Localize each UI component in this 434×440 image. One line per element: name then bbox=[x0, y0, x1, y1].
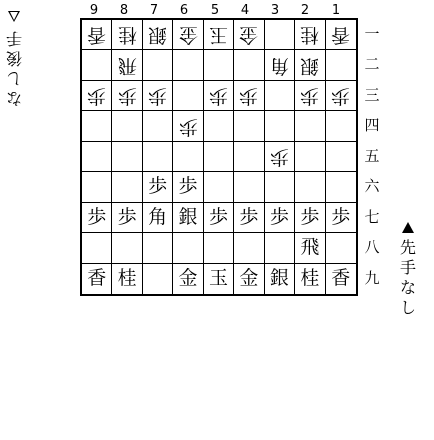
board-square[interactable] bbox=[143, 264, 173, 294]
board-square[interactable] bbox=[173, 142, 203, 172]
board-square[interactable] bbox=[295, 50, 325, 80]
file-label: 8 bbox=[119, 3, 129, 18]
board-square[interactable] bbox=[143, 20, 173, 50]
board-square[interactable] bbox=[326, 264, 356, 294]
sente-hand bbox=[398, 218, 418, 318]
board-square[interactable] bbox=[295, 172, 325, 202]
gote-piece[interactable]: 歩 bbox=[178, 115, 198, 138]
gote-hand bbox=[4, 8, 24, 108]
board-square[interactable] bbox=[265, 233, 295, 263]
file-label: 9 bbox=[89, 3, 99, 18]
board-square[interactable] bbox=[112, 233, 142, 263]
gote-piece[interactable]: 歩 bbox=[269, 145, 289, 168]
board-square[interactable] bbox=[326, 50, 356, 80]
board-square[interactable] bbox=[234, 81, 264, 111]
board-square[interactable] bbox=[143, 50, 173, 80]
rank-label: 三 bbox=[364, 86, 380, 104]
board-square[interactable] bbox=[82, 203, 112, 233]
file-label: 4 bbox=[240, 3, 250, 18]
sente-piece[interactable]: 玉 bbox=[208, 267, 228, 290]
rank-label: 九 bbox=[364, 269, 380, 287]
sente-piece[interactable]: 角 bbox=[148, 205, 168, 228]
sente-piece[interactable]: 歩 bbox=[269, 205, 289, 228]
gote-piece[interactable]: 桂 bbox=[300, 24, 320, 47]
board-square[interactable] bbox=[82, 111, 112, 141]
board-square[interactable] bbox=[143, 81, 173, 111]
sente-piece[interactable]: 歩 bbox=[87, 205, 107, 228]
board-square[interactable] bbox=[265, 20, 295, 50]
board-square[interactable] bbox=[173, 233, 203, 263]
sente-hand-pieces: なし bbox=[399, 278, 416, 317]
board-square[interactable] bbox=[204, 20, 234, 50]
board-square[interactable] bbox=[234, 233, 264, 263]
board-square[interactable] bbox=[173, 20, 203, 50]
board-square[interactable] bbox=[234, 264, 264, 294]
gote-mark-icon bbox=[8, 11, 20, 23]
board-square[interactable] bbox=[326, 172, 356, 202]
board-square[interactable] bbox=[204, 172, 234, 202]
rank-label: 六 bbox=[364, 177, 380, 195]
board-square[interactable] bbox=[204, 81, 234, 111]
board-square[interactable] bbox=[173, 81, 203, 111]
rank-label: 七 bbox=[364, 208, 380, 226]
gote-hand-pieces: なし bbox=[6, 69, 23, 108]
sente-piece[interactable]: 金 bbox=[239, 267, 259, 290]
sente-piece[interactable]: 金 bbox=[178, 267, 198, 290]
gote-piece[interactable]: 金 bbox=[239, 24, 259, 47]
gote-piece[interactable]: 飛 bbox=[117, 54, 137, 77]
sente-piece[interactable]: 歩 bbox=[178, 175, 198, 198]
board-square[interactable] bbox=[204, 233, 234, 263]
board-square[interactable] bbox=[112, 111, 142, 141]
gote-piece[interactable]: 歩 bbox=[87, 85, 107, 108]
board-square[interactable] bbox=[173, 203, 203, 233]
sente-piece[interactable]: 銀 bbox=[269, 267, 289, 290]
board-square[interactable] bbox=[234, 142, 264, 172]
sente-piece[interactable]: 飛 bbox=[300, 236, 320, 259]
board-square[interactable] bbox=[265, 111, 295, 141]
board-square[interactable] bbox=[265, 203, 295, 233]
rank-label: 五 bbox=[364, 147, 380, 165]
sente-piece[interactable]: 歩 bbox=[300, 205, 320, 228]
sente-piece[interactable]: 歩 bbox=[331, 205, 351, 228]
board-square[interactable] bbox=[326, 203, 356, 233]
sente-piece[interactable]: 香 bbox=[87, 267, 107, 290]
rank-label: 一 bbox=[364, 25, 380, 43]
board-square[interactable] bbox=[326, 233, 356, 263]
sente-mark-icon bbox=[402, 222, 414, 233]
sente-piece[interactable]: 歩 bbox=[117, 205, 137, 228]
board-square[interactable] bbox=[295, 111, 325, 141]
board-square[interactable] bbox=[204, 203, 234, 233]
board-square[interactable] bbox=[295, 264, 325, 294]
board-square[interactable] bbox=[82, 81, 112, 111]
board-square[interactable] bbox=[204, 50, 234, 80]
board-square[interactable] bbox=[295, 142, 325, 172]
file-label: 5 bbox=[210, 3, 220, 18]
board-square[interactable] bbox=[112, 142, 142, 172]
file-label: 3 bbox=[270, 3, 280, 18]
gote-label: 後手 bbox=[6, 29, 23, 68]
gote-piece[interactable]: 桂 bbox=[117, 24, 137, 47]
gote-piece[interactable]: 金 bbox=[178, 24, 198, 47]
rank-label: 四 bbox=[364, 116, 380, 134]
gote-piece[interactable]: 角 bbox=[269, 54, 289, 77]
rank-label: 八 bbox=[364, 238, 380, 256]
gote-piece[interactable]: 歩 bbox=[331, 85, 351, 108]
gote-piece[interactable]: 香 bbox=[87, 24, 107, 47]
file-label: 7 bbox=[149, 3, 159, 18]
board-square[interactable] bbox=[326, 81, 356, 111]
board-square[interactable] bbox=[143, 142, 173, 172]
gote-piece[interactable]: 歩 bbox=[239, 85, 259, 108]
board-square[interactable] bbox=[204, 111, 234, 141]
board-square[interactable] bbox=[234, 20, 264, 50]
board-square[interactable] bbox=[82, 50, 112, 80]
board-square[interactable] bbox=[173, 172, 203, 202]
board-square[interactable] bbox=[112, 203, 142, 233]
board-square[interactable] bbox=[112, 172, 142, 202]
board-square[interactable] bbox=[295, 203, 325, 233]
board-square[interactable] bbox=[82, 172, 112, 202]
board-square[interactable] bbox=[295, 233, 325, 263]
board-square[interactable] bbox=[204, 142, 234, 172]
sente-piece[interactable]: 銀 bbox=[178, 205, 198, 228]
file-label: 2 bbox=[300, 3, 310, 18]
board-square[interactable] bbox=[326, 20, 356, 50]
board-grid bbox=[82, 20, 356, 294]
sente-piece[interactable]: 桂 bbox=[117, 267, 137, 290]
board-square[interactable] bbox=[112, 264, 142, 294]
board-square[interactable] bbox=[82, 142, 112, 172]
gote-piece[interactable]: 玉 bbox=[208, 24, 228, 47]
sente-piece[interactable]: 歩 bbox=[148, 175, 168, 198]
board-square[interactable] bbox=[143, 172, 173, 202]
gote-piece[interactable]: 銀 bbox=[148, 24, 168, 47]
board-square[interactable] bbox=[82, 264, 112, 294]
board-square[interactable] bbox=[82, 233, 112, 263]
board-square[interactable] bbox=[173, 111, 203, 141]
gote-piece[interactable]: 歩 bbox=[148, 85, 168, 108]
board-square[interactable] bbox=[112, 81, 142, 111]
board-square[interactable] bbox=[265, 264, 295, 294]
board-square[interactable] bbox=[112, 50, 142, 80]
board-square[interactable] bbox=[143, 111, 173, 141]
sente-piece[interactable]: 香 bbox=[331, 267, 351, 290]
board-square[interactable] bbox=[143, 233, 173, 263]
gote-piece[interactable]: 銀 bbox=[300, 54, 320, 77]
board-square[interactable] bbox=[326, 111, 356, 141]
board-square[interactable] bbox=[295, 20, 325, 50]
board-square[interactable] bbox=[173, 50, 203, 80]
sente-piece[interactable]: 歩 bbox=[239, 205, 259, 228]
board-square[interactable] bbox=[265, 50, 295, 80]
board-square[interactable] bbox=[173, 264, 203, 294]
gote-piece[interactable]: 香 bbox=[331, 24, 351, 47]
gote-piece[interactable]: 歩 bbox=[300, 85, 320, 108]
sente-piece[interactable]: 歩 bbox=[208, 205, 228, 228]
board-square[interactable] bbox=[265, 142, 295, 172]
board-square[interactable] bbox=[112, 20, 142, 50]
gote-piece[interactable]: 歩 bbox=[117, 85, 137, 108]
gote-piece[interactable]: 歩 bbox=[208, 85, 228, 108]
board-square[interactable] bbox=[82, 20, 112, 50]
board-square[interactable] bbox=[295, 81, 325, 111]
file-label: 6 bbox=[179, 3, 189, 18]
board-square[interactable] bbox=[143, 203, 173, 233]
board-square[interactable] bbox=[326, 142, 356, 172]
board-square[interactable] bbox=[234, 203, 264, 233]
board-square[interactable] bbox=[204, 264, 234, 294]
file-label: 1 bbox=[331, 3, 341, 18]
sente-label: 先手 bbox=[399, 238, 416, 277]
board-square[interactable] bbox=[234, 172, 264, 202]
shogi-board bbox=[80, 18, 358, 296]
board-square[interactable] bbox=[265, 81, 295, 111]
board-square[interactable] bbox=[234, 111, 264, 141]
board-square[interactable] bbox=[265, 172, 295, 202]
rank-label: 二 bbox=[364, 55, 380, 73]
board-square[interactable] bbox=[234, 50, 264, 80]
sente-piece[interactable]: 桂 bbox=[300, 267, 320, 290]
